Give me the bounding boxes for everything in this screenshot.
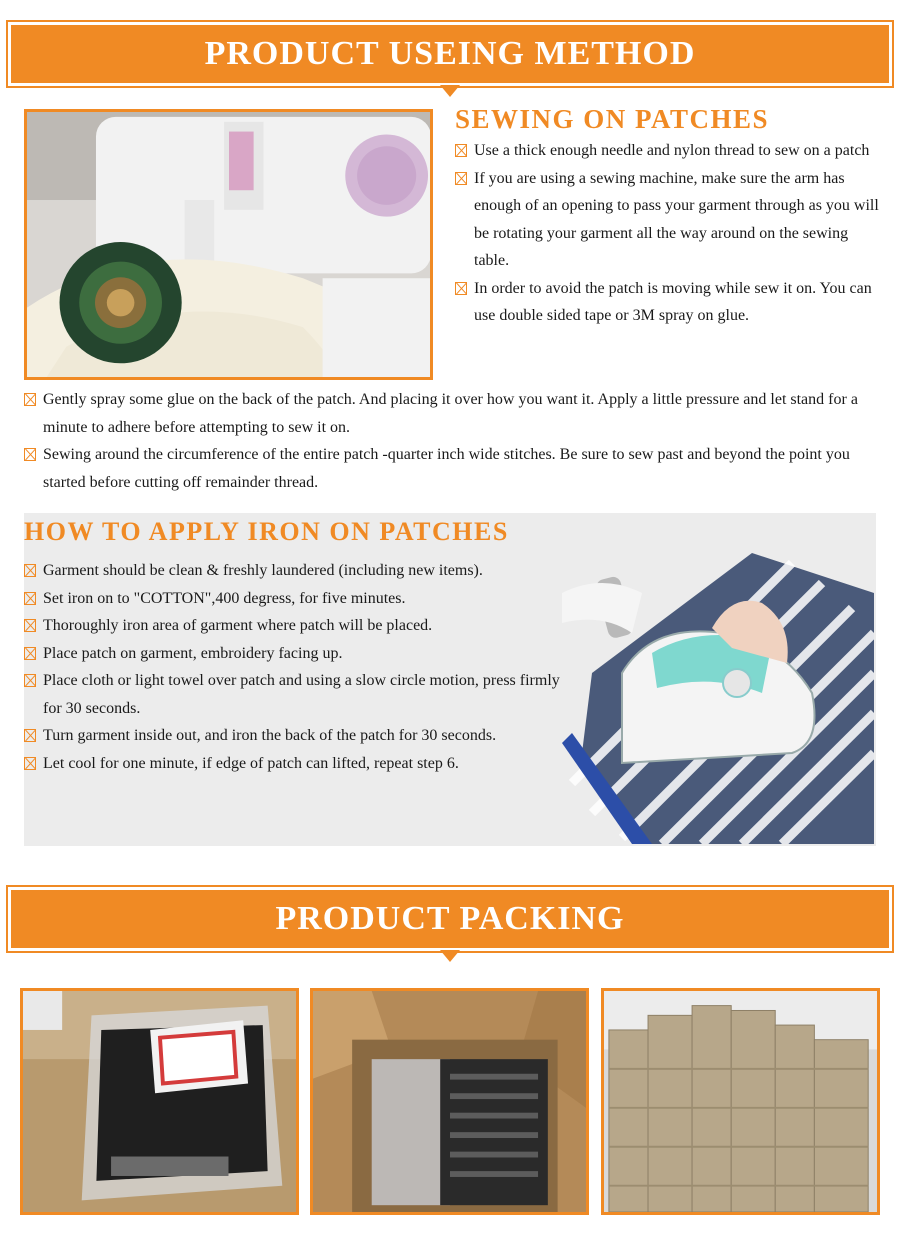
sewing-steps-list-wide [24, 386, 880, 496]
checkbox-icon [24, 757, 36, 770]
sewing-machine-photo [24, 109, 433, 380]
checkbox-icon [24, 393, 36, 406]
list-item: Turn garment inside out, and iron the back of the patch for 30 seconds. [24, 722, 569, 750]
list-item: In order to avoid the patch is moving while sew it on. You can use double sided tape or 3M spray on glue. [455, 275, 880, 330]
list-item: Thoroughly iron area of garment where patch will be placed. [24, 612, 569, 640]
sewing-steps-list [455, 137, 880, 330]
list-item: Let cool for one minute, if edge of patch can lifted, repeat step 6. [24, 750, 569, 778]
checkbox-icon [24, 647, 36, 660]
checkbox-icon [24, 674, 36, 687]
carton-box-photo [310, 988, 589, 1215]
list-item: Place cloth or light towel over patch and using a slow circle motion, press firmly for 30 seconds. [24, 667, 569, 722]
banner-arrow [440, 950, 460, 962]
checkbox-icon [24, 619, 36, 632]
iron-photo [562, 553, 874, 844]
checkbox-icon [24, 564, 36, 577]
iron-heading: HOW TO APPLY IRON ON PATCHES [24, 517, 509, 546]
checkbox-icon [24, 729, 36, 742]
checkbox-icon [455, 144, 467, 157]
banner-product-using-method [8, 22, 892, 86]
list-item: Gently spray some glue on the back of the patch. And placing it over how you want it. Apply a little pressure and let stand for a minute to adhere before attempting to sew it on. [24, 386, 880, 441]
checkbox-icon [24, 448, 36, 461]
list-item: Use a thick enough needle and nylon thread to sew on a patch [455, 137, 880, 165]
stacked-cartons-photo [601, 988, 880, 1215]
checkbox-icon [455, 282, 467, 295]
iron-steps-list [24, 557, 569, 777]
banner-product-packing [8, 887, 892, 951]
list-item: If you are using a sewing machine, make sure the arm has enough of an opening to pass your garment through as you will be rotating your garment all the way around on the sewing table. [455, 165, 880, 275]
sewing-heading: SEWING ON PATCHES [455, 104, 770, 134]
packed-patch-bag-photo [20, 988, 299, 1215]
list-item: Sewing around the circumference of the entire patch -quarter inch wide stitches. Be sure to sew past and beyond the point you started before cutting off remainder thread. [24, 441, 880, 496]
checkbox-icon [455, 172, 467, 185]
list-item: Garment should be clean & freshly laundered (including new items). [24, 557, 569, 585]
list-item: Set iron on to "COTTON",400 degress, for five minutes. [24, 585, 569, 613]
banner-title: PRODUCT USEING METHOD [204, 35, 696, 72]
banner-arrow [440, 85, 460, 97]
checkbox-icon [24, 592, 36, 605]
banner-title: PRODUCT PACKING [275, 900, 625, 937]
list-item: Place patch on garment, embroidery facing up. [24, 640, 569, 668]
